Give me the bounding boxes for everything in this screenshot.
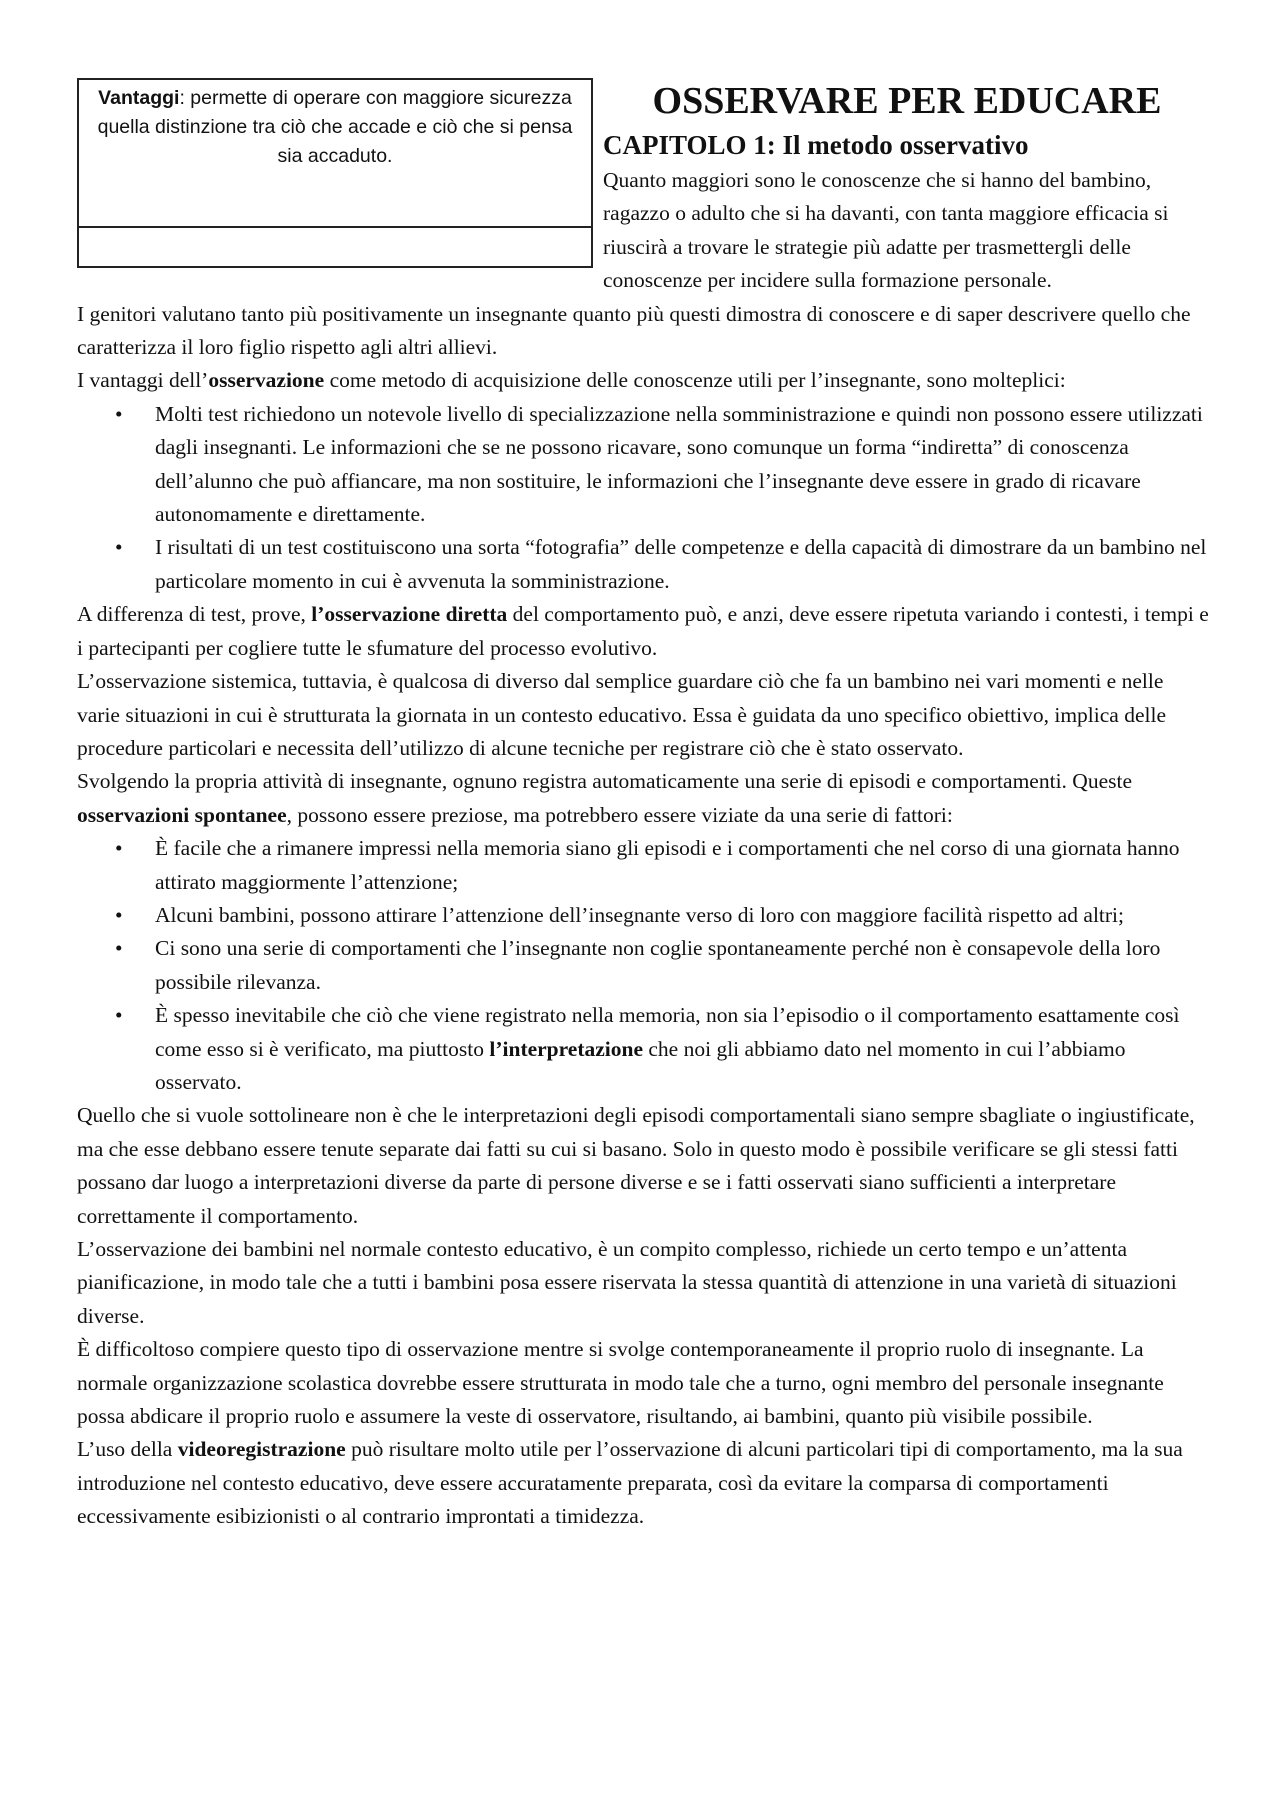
paragraph-intro: Quanto maggiori sono le conoscenze che si hanno del bambino, ragazzo o adulto che si ha davanti, con tanta maggiore efficacia si riuscirà a trovare le strategie più adatte per trasmettergli delle conoscenze per incidere sulla formazione personale. xyxy=(603,168,1169,293)
advantages-text: : permette di operare con maggiore sicurezza quella distinzione tra ciò che accade e ciò che si pensa sia accaduto. xyxy=(97,87,573,167)
text-run: può risultare molto utile per l’osservazione di alcuni particolari tipi di comportamento, ma la sua introduzione nel contesto educativo, deve essere accuratamente preparata, così da evitare la comparsa di comportamenti eccessivamente esibizionisti o al contrario improntati a timidezza. xyxy=(77,1437,1183,1529)
paragraph-interpretations: Quello che si vuole sottolineare non è che le interpretazioni degli episodi comportamentali siano sempre sbagliate o ingiustificate, ma che esse debbano essere tenute separate dai fatti su cui si basano. Solo in questo modo è possibile verificare se gli stessi fatti possano dar luogo a interpretazioni diverse da parte di persone diverse e se i fatti osservati siano sufficienti a interpretare correttamente il comportamento. xyxy=(77,1103,1195,1228)
advantages-label: Vantaggi xyxy=(98,87,180,109)
empty-cell xyxy=(79,228,591,266)
paragraph-spontaneous xyxy=(77,765,1211,832)
chapter-title: CAPITOLO 1: Il metodo osservativo xyxy=(603,130,1029,160)
factors-list xyxy=(77,832,1211,1099)
list-item xyxy=(115,999,1211,1099)
text-run: Svolgendo la propria attività di insegnante, ognuno registra automaticamente una serie di episodi e comportamenti. Queste xyxy=(77,769,1132,794)
text-run: come metodo di acquisizione delle conoscenze utili per l’insegnante, sono molteplici: xyxy=(324,368,1066,393)
paragraph-advantages xyxy=(77,364,1211,397)
bullet-icon: • xyxy=(115,902,123,927)
list-item xyxy=(115,832,1211,899)
list-item-text: Molti test richiedono un notevole livello di specializzazione nella somministrazione e quindi non possono essere utilizzati dagli insegnanti. Le informazioni che se ne possono ricavare, sono comunque un forma “indiretta” di conoscenza dell’alunno che può affiancare, ma non sostituire, le informazioni che l’insegnante deve essere in grado di ricavare autonomamente e direttamente. xyxy=(155,401,1203,527)
paragraph-systemic: L’osservazione sistemica, tuttavia, è qualcosa di diverso dal semplice guardare ciò che fa un bambino nei vari momenti e nelle varie situazioni in cui è strutturata la giornata in un contesto educativo. Essa è guidata da uno specifico obiettivo, implica delle procedure particolari e necessita dell’utilizzo di alcune tecniche per registrare ciò che è stato osservato. xyxy=(77,669,1166,760)
list-item-text: Alcuni bambini, possono attirare l’attenzione dell’insegnante verso di loro con maggiore facilità rispetto ad altri; xyxy=(155,902,1124,927)
paragraph-complex-task: L’osservazione dei bambini nel normale contesto educativo, è un compito complesso, richiede un certo tempo e un’attenta pianificazione, in modo tale che a tutti i bambini posa essere riservata la stessa quantità di attenzione in una varietà di situazioni diverse. xyxy=(77,1237,1177,1328)
text-run: che noi gli abbiamo dato nel momento in cui l’abbiamo osservato. xyxy=(155,1036,1126,1094)
advantages-list xyxy=(77,398,1211,598)
text-run: , possono essere preziose, ma potrebbero essere viziate da una serie di fattori: xyxy=(286,802,953,827)
list-item-text: I risultati di un test costituiscono una sorta “fotografia” delle competenze e della capacità di dimostrare da un bambino nel particolare momento in cui è avvenuta la somministrazione. xyxy=(155,535,1207,593)
bold-term: l’osservazione diretta xyxy=(311,602,508,627)
text-run: A differenza di test, prove, xyxy=(77,602,312,627)
list-item xyxy=(115,899,1211,932)
bold-term: videoregistrazione xyxy=(177,1437,346,1462)
bullet-icon: • xyxy=(115,836,123,861)
list-item xyxy=(115,932,1211,999)
bold-term: l’interpretazione xyxy=(489,1036,644,1061)
list-item-text: È facile che a rimanere impressi nella memoria siano gli episodi e i comportamenti che nel corso di una giornata hanno attirato maggiormente l’attenzione; xyxy=(155,836,1180,894)
advantages-cell xyxy=(79,80,591,228)
document-body xyxy=(77,72,1211,1534)
text-run: È spesso inevitabile che ciò che viene registrato nella memoria, non sia l’episodio o il comportamento esattamente così come esso si è verificato, ma piuttosto xyxy=(155,1003,1180,1061)
text-run: del comportamento può, e anzi, deve essere ripetuta variando i contesti, i tempi e i partecipanti per cogliere tutte le sfumature del processo evolutivo. xyxy=(77,602,1209,660)
list-item-text: Ci sono una serie di comportamenti che l’insegnante non coglie spontaneamente perché non è consapevole della loro possibile rilevanza. xyxy=(155,936,1161,994)
advantages-table xyxy=(77,78,593,268)
bold-term: osservazione xyxy=(208,368,325,393)
bullet-icon: • xyxy=(115,535,123,560)
paragraph-direct-observation xyxy=(77,598,1211,665)
bullet-icon: • xyxy=(115,1003,123,1028)
list-item xyxy=(115,398,1211,532)
text-run: L’uso della xyxy=(77,1437,178,1462)
bullet-icon: • xyxy=(115,936,123,961)
paragraph-video xyxy=(77,1433,1211,1533)
document-title: OSSERVARE PER EDUCARE xyxy=(652,80,1162,122)
text-run: I vantaggi dell’ xyxy=(77,368,209,393)
bold-term: osservazioni spontanee xyxy=(77,802,287,827)
paragraph-difficulty: È difficoltoso compiere questo tipo di osservazione mentre si svolge contemporaneamente il proprio ruolo di insegnante. La normale organizzazione scolastica dovrebbe essere strutturata in modo tale che a turno, ogni membro del personale insegnante possa abdicare il proprio ruolo e assumere la veste di osservatore, risultando, ai bambini, quanto più visibile possibile. xyxy=(77,1337,1164,1429)
bullet-icon: • xyxy=(115,401,123,426)
list-item xyxy=(115,531,1211,598)
paragraph-parents: I genitori valutano tanto più positivamente un insegnante quanto più questi dimostra di conoscere e di saper descrivere quello che caratterizza il loro figlio rispetto agli altri allievi. xyxy=(77,301,1191,360)
